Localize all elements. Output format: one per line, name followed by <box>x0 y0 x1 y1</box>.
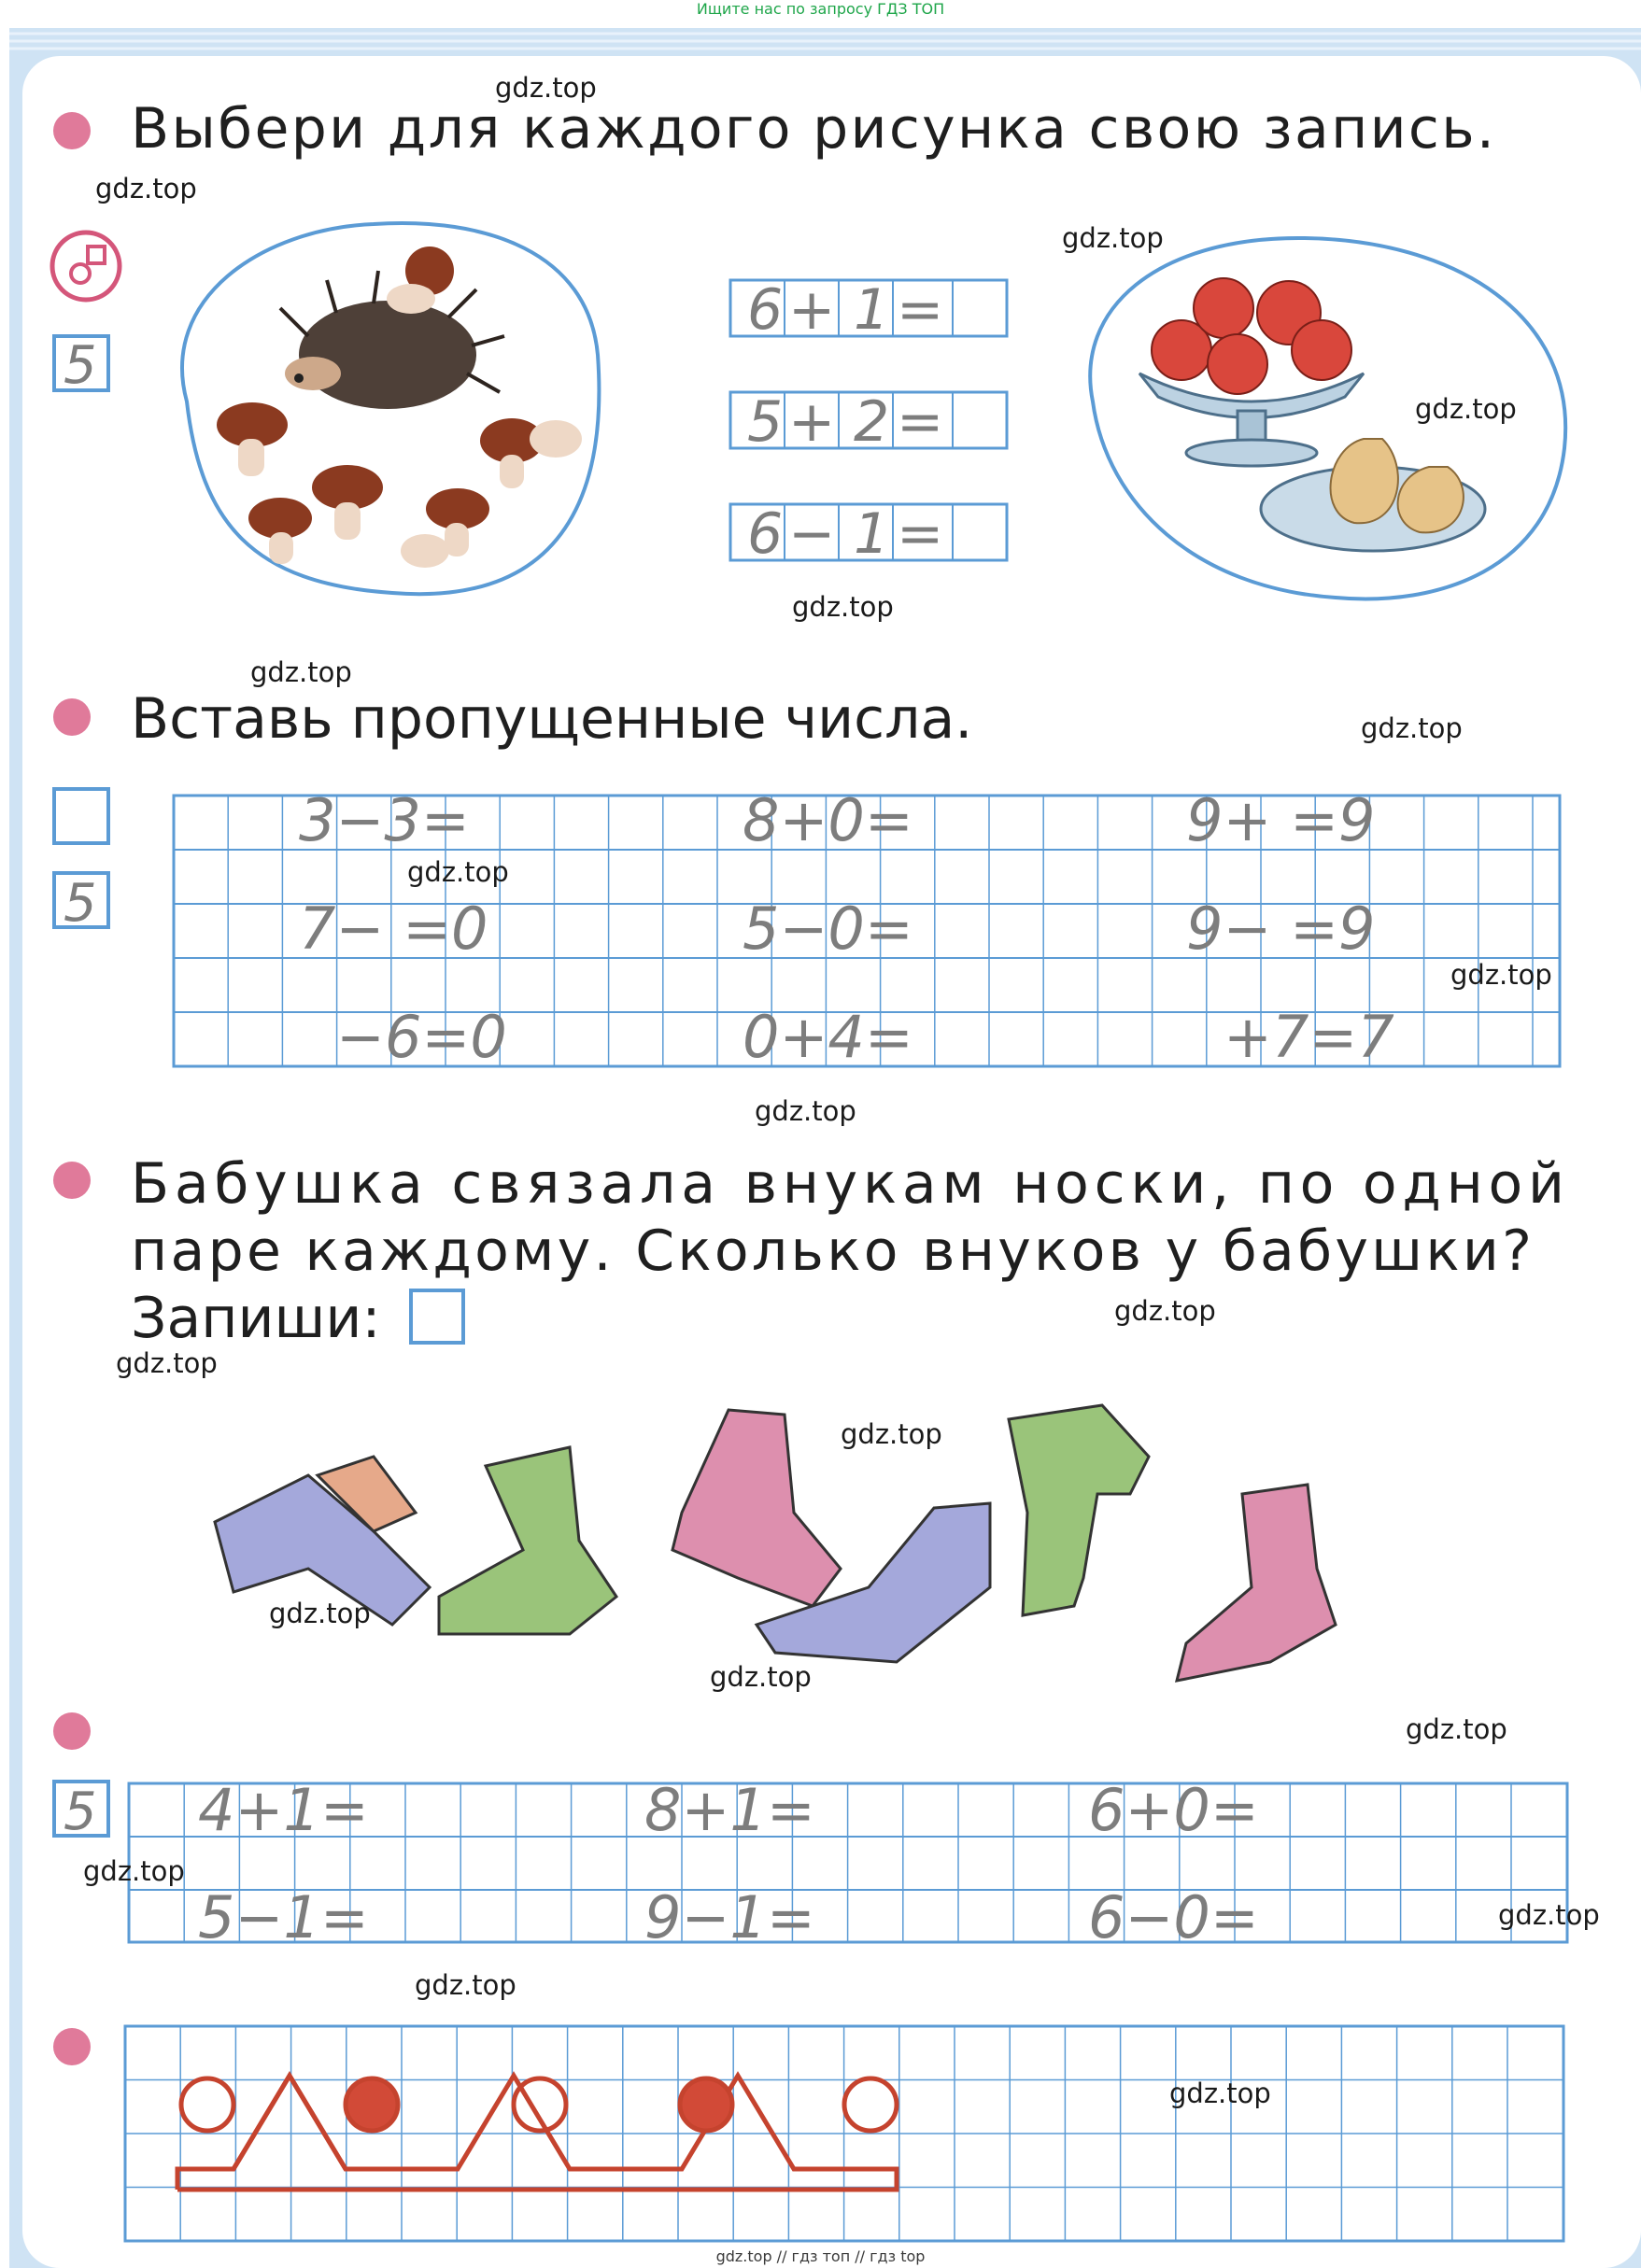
expr1-op: + <box>788 277 836 343</box>
watermark: gdz.top <box>1169 2078 1271 2109</box>
top-banner: Ищите нас по запросу ГДЗ ТОП <box>696 0 945 18</box>
watermark: gdz.top <box>1415 393 1517 425</box>
t4-r2-c1: 5−1= <box>198 1883 369 1951</box>
task2-rows <box>299 786 1394 1071</box>
sock-icon <box>672 1410 841 1606</box>
t2-r3-c2: 0+4= <box>743 1003 913 1071</box>
expr1-a: 6 <box>747 277 784 343</box>
pink-bullet-icon <box>53 698 91 736</box>
t2-r2-c2: 5−0= <box>743 895 913 963</box>
task5-grid <box>125 2026 1563 2241</box>
watermark: gdz.top <box>1361 712 1463 744</box>
task2 <box>0 672 1641 1083</box>
t4-r2-c3: 6−0= <box>1088 1883 1259 1951</box>
t2-r3-c3: +7=7 <box>1224 1003 1394 1071</box>
t2-r2-c1: 7− =0 <box>299 895 488 963</box>
task3 <box>0 1083 1641 1699</box>
score-value: 5 <box>64 335 97 396</box>
watermark: gdz.top <box>1406 1713 1507 1745</box>
t4-r2-c2: 9−1= <box>644 1883 815 1951</box>
sock-icon <box>215 1457 430 1625</box>
task1-title: Выбери для каждого рисунка свою запись. <box>131 96 1494 162</box>
watermark: gdz.top <box>710 1661 812 1693</box>
watermark: gdz.top <box>792 591 894 623</box>
watermark: gdz.top <box>755 1095 856 1127</box>
t2-r2-c3: 9− =9 <box>1186 895 1376 963</box>
expr3-b: 1 <box>854 501 890 567</box>
apples-and-pears-icon <box>1090 238 1565 599</box>
sock-icon <box>1009 1405 1149 1615</box>
t2-r1-c1: 3−3= <box>299 786 470 854</box>
task3-line2: паре каждому. Сколько внуков у бабушки? <box>131 1219 1532 1284</box>
task3-line1: Бабушка связала внукам носки, по одной <box>131 1151 1564 1217</box>
expr2-a: 5 <box>747 389 784 455</box>
watermark: gdz.top <box>415 1969 516 2001</box>
task1-expressions <box>730 277 1007 567</box>
expr2-op: + <box>788 389 836 455</box>
task5 <box>0 1998 1641 2247</box>
expression-1 <box>730 277 1007 343</box>
watermark: gdz.top <box>407 856 509 888</box>
answer-box[interactable] <box>411 1290 463 1343</box>
watermark: gdz.top <box>1062 222 1164 254</box>
pink-bullet-icon <box>53 112 91 149</box>
watermark: gdz.top <box>841 1418 942 1450</box>
sock-icon <box>439 1447 616 1634</box>
sock-icon <box>1177 1485 1336 1681</box>
expr3-op: − <box>788 501 836 567</box>
socks-illustration <box>215 1405 1336 1681</box>
expression-3 <box>730 501 1007 567</box>
watermark: gdz.top <box>250 656 352 688</box>
expr2-b: 2 <box>854 389 890 455</box>
score-value: 5 <box>64 873 97 934</box>
t2-r3-c1: −6=0 <box>336 1003 507 1071</box>
task1 <box>0 0 1641 672</box>
bottom-banner: gdz.top // гдз топ // гдз top <box>715 2247 926 2265</box>
expr1-eq: = <box>897 277 944 343</box>
t2-r1-c3: 9+ =9 <box>1186 786 1376 854</box>
watermark: gdz.top <box>95 173 197 204</box>
watermark: gdz.top <box>495 72 597 104</box>
watermark: gdz.top <box>1450 959 1552 991</box>
hedgehog-with-mushrooms-icon <box>182 223 599 594</box>
expression-2 <box>730 389 1007 455</box>
expr2-eq: = <box>897 389 944 455</box>
watermark: gdz.top <box>1498 1899 1600 1931</box>
task4 <box>0 1699 1641 1979</box>
answer-box[interactable] <box>54 789 108 843</box>
t2-r1-c2: 8+0= <box>743 786 913 854</box>
task3-line3: Запиши: <box>131 1286 381 1351</box>
watermark: gdz.top <box>1114 1295 1216 1327</box>
task2-title: Вставь пропущенные числа. <box>131 686 973 752</box>
t4-r1-c3: 6+0= <box>1088 1776 1259 1844</box>
t4-r1-c2: 8+1= <box>644 1776 815 1844</box>
pink-bullet-icon <box>53 1162 91 1199</box>
expr1-b: 1 <box>854 277 890 343</box>
t4-r1-c1: 4+1= <box>198 1776 369 1844</box>
pink-bullet-icon <box>53 2028 91 2065</box>
pink-bullet-icon <box>53 1712 91 1750</box>
geometry-shapes-icon <box>52 232 120 300</box>
expr3-eq: = <box>897 501 944 567</box>
score-value: 5 <box>64 1782 97 1842</box>
expr3-a: 6 <box>747 501 784 567</box>
watermark: gdz.top <box>116 1347 218 1379</box>
watermark: gdz.top <box>83 1855 185 1887</box>
watermark: gdz.top <box>269 1598 371 1629</box>
